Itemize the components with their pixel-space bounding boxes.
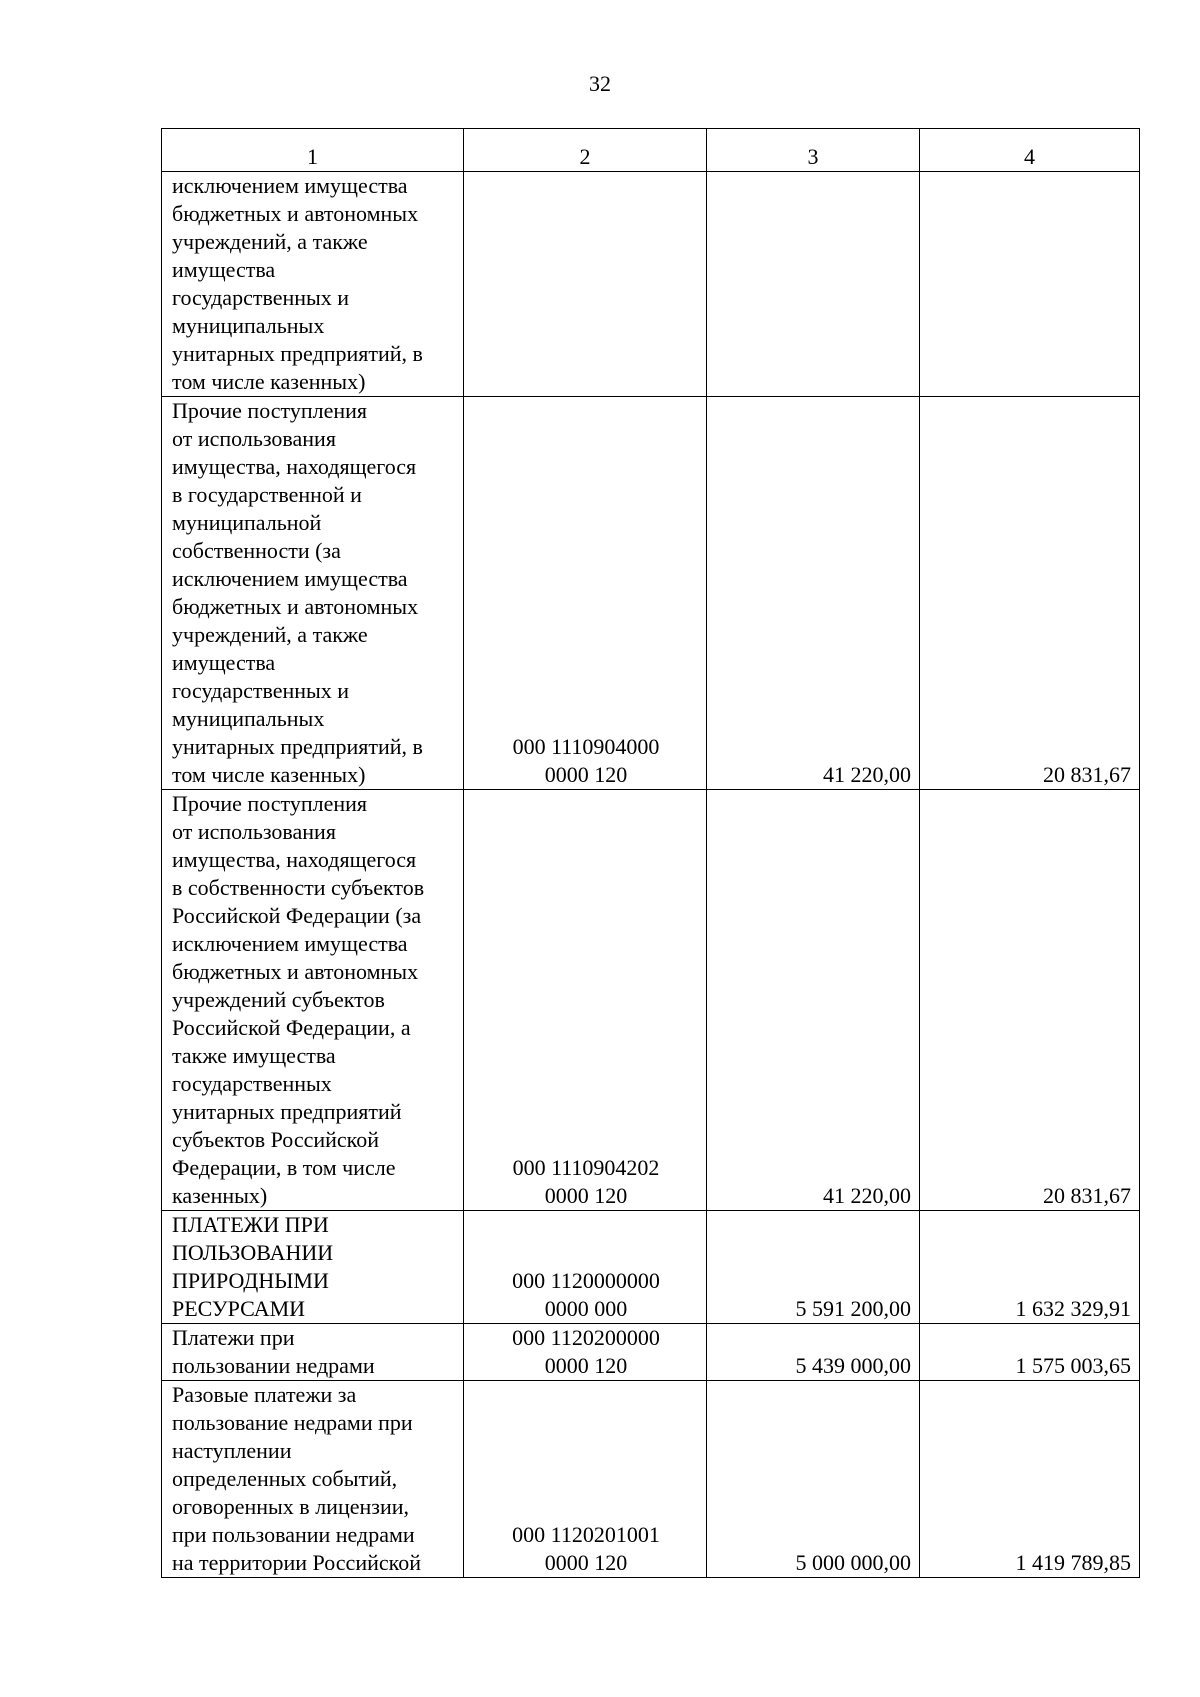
row-plan-cell: 5 591 200,00: [707, 1211, 920, 1324]
row-code-cell: 000 1120000000 0000 000: [464, 1211, 707, 1324]
table-row: [162, 1381, 1140, 1578]
row-name-cell: Прочие поступления от использования имущества, находящегося в собственности субъектов Российской Федерации (за исключением имущества бюджетных и автономных учреждений субъектов Российской Федерации, а также имущества государственных унитарных предприятий субъектов Российской Федерации, в том числе казенных): [162, 790, 464, 1211]
row-plan-cell: 41 220,00: [707, 790, 920, 1211]
table-row: [162, 790, 1140, 1211]
row-name-cell: Прочие поступления от использования имущества, находящегося в государственной и муниципальной собственности (за исключением имущества бюджетных и автономных учреждений, а также имущества государственных и муниципальных унитарных предприятий, в том числе казенных): [162, 397, 464, 790]
table-header-row: [162, 129, 1140, 172]
row-name-cell: Платежи при пользовании недрами: [162, 1324, 464, 1381]
row-actual-cell: 20 831,67: [920, 790, 1140, 1211]
row-plan-cell: [707, 172, 920, 397]
row-code-cell: 000 1110904202 0000 120: [464, 790, 707, 1211]
row-plan-cell: 41 220,00: [707, 397, 920, 790]
row-code-cell: 000 1120201001 0000 120: [464, 1381, 707, 1578]
column-header-2: 2: [464, 129, 707, 172]
table-row: [162, 172, 1140, 397]
column-header-4: 4: [920, 129, 1140, 172]
row-actual-cell: [920, 172, 1140, 397]
row-actual-cell: 1 419 789,85: [920, 1381, 1140, 1578]
row-name-cell: ПЛАТЕЖИ ПРИ ПОЛЬЗОВАНИИ ПРИРОДНЫМИ РЕСУРСАМИ: [162, 1211, 464, 1324]
row-plan-cell: 5 000 000,00: [707, 1381, 920, 1578]
row-plan-cell: 5 439 000,00: [707, 1324, 920, 1381]
table-row: [162, 1211, 1140, 1324]
row-actual-cell: 20 831,67: [920, 397, 1140, 790]
row-code-cell: 000 1120200000 0000 120: [464, 1324, 707, 1381]
column-header-1: 1: [162, 129, 464, 172]
row-name-cell: исключением имущества бюджетных и автономных учреждений, а также имущества государственных и муниципальных унитарных предприятий, в том числе казенных): [162, 172, 464, 397]
row-code-cell: [464, 172, 707, 397]
page-number: 32: [589, 71, 611, 96]
revenue-table: [161, 128, 1140, 1578]
column-header-3: 3: [707, 129, 920, 172]
row-name-cell: Разовые платежи за пользование недрами при наступлении определенных событий, оговоренных в лицензии, при пользовании недрами на территории Российской: [162, 1381, 464, 1578]
row-actual-cell: 1 575 003,65: [920, 1324, 1140, 1381]
table-row: [162, 397, 1140, 790]
row-code-cell: 000 1110904000 0000 120: [464, 397, 707, 790]
row-actual-cell: 1 632 329,91: [920, 1211, 1140, 1324]
table-row: [162, 1324, 1140, 1381]
